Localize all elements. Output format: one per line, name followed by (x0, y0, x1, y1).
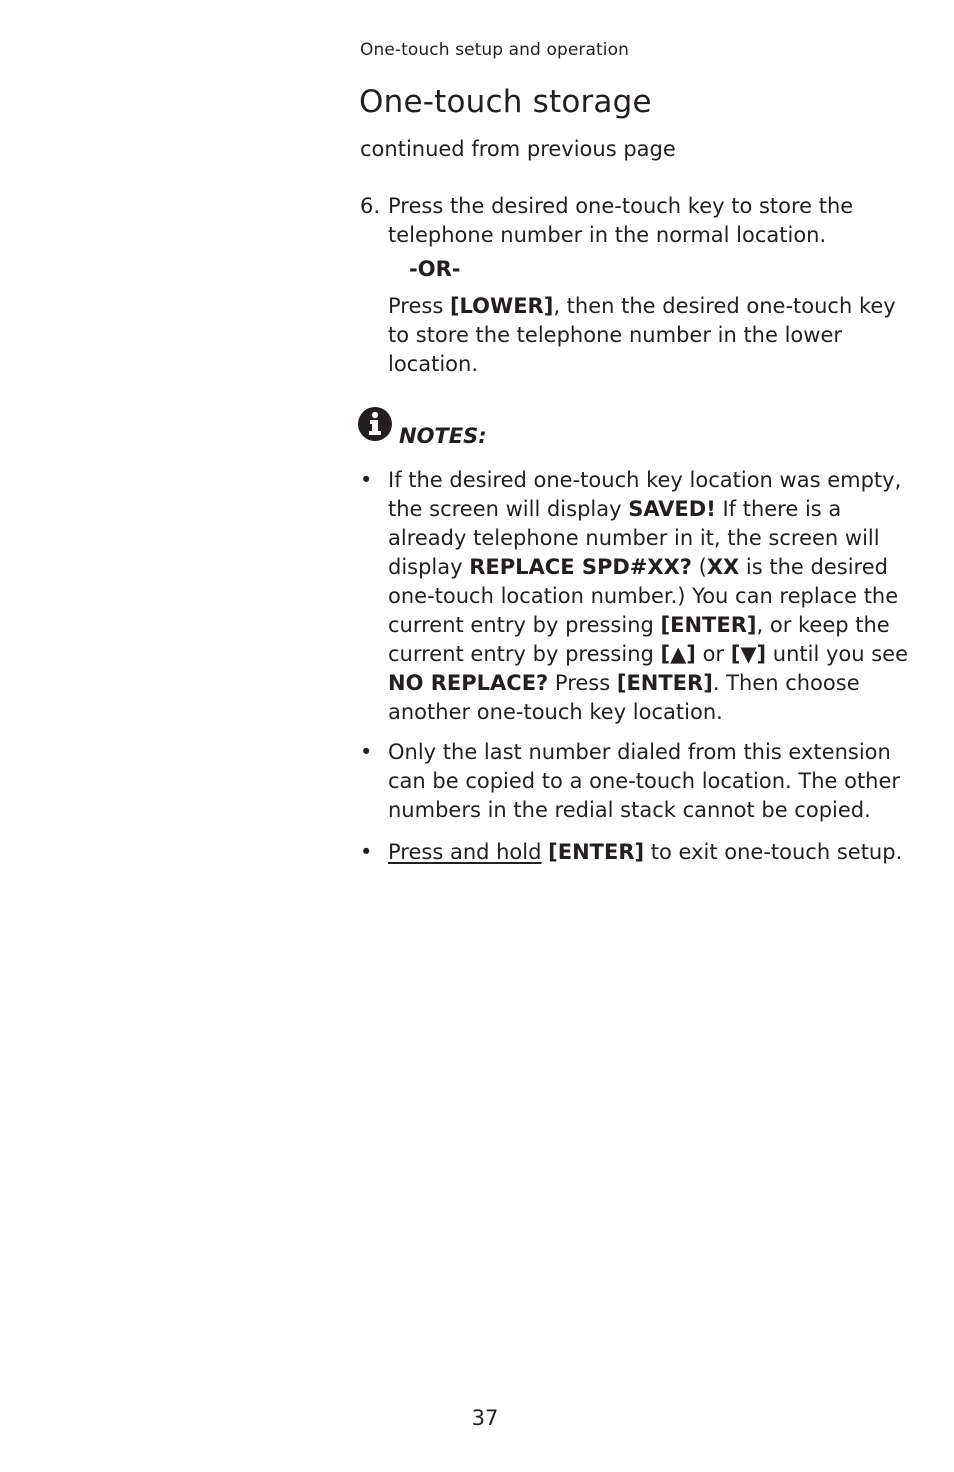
page-title: One-touch storage (359, 84, 652, 120)
notes-heading: NOTES: (399, 424, 487, 448)
note-item-3: Press and hold [ENTER] to exit one-touch setup. (388, 840, 903, 864)
or-separator: -OR- (409, 257, 461, 281)
bullet-marker: • (360, 740, 373, 764)
step-number: 6. (360, 194, 381, 218)
press-and-hold-link[interactable]: Press and hold (388, 840, 542, 864)
bullet-marker: • (360, 840, 373, 864)
step-text: Press the desired one-touch key to store the telephone number in the normal location. (388, 194, 854, 247)
running-head: One-touch setup and operation (360, 40, 629, 60)
note-item-2: Only the last number dialed from this extension can be copied to a one-touch location. The other numbers in the redial stack cannot be copied. (388, 740, 901, 822)
continued-note: continued from previous page (360, 137, 676, 161)
info-icon (357, 406, 393, 442)
note-item-1: If the desired one-touch key location was empty, the screen will display SAVED! If there is a already telephone number in it, the screen will display REPLACE SPD#XX? (XX is the desired one-touch location number.) You can replace the current entry by pressing [ENTER], or keep the current entry by pressing [▲] or [▼] until you see NO REPLACE? Press [ENTER]. Then choose another one-touch key location. (388, 468, 909, 724)
step-alternative-text: Press [LOWER], then the desired one-touch key to store the telephone number in the lower location. (388, 294, 896, 376)
page-number: 37 (471, 1406, 499, 1430)
bullet-marker: • (360, 468, 373, 492)
lower-key-label: [LOWER] (449, 294, 554, 318)
